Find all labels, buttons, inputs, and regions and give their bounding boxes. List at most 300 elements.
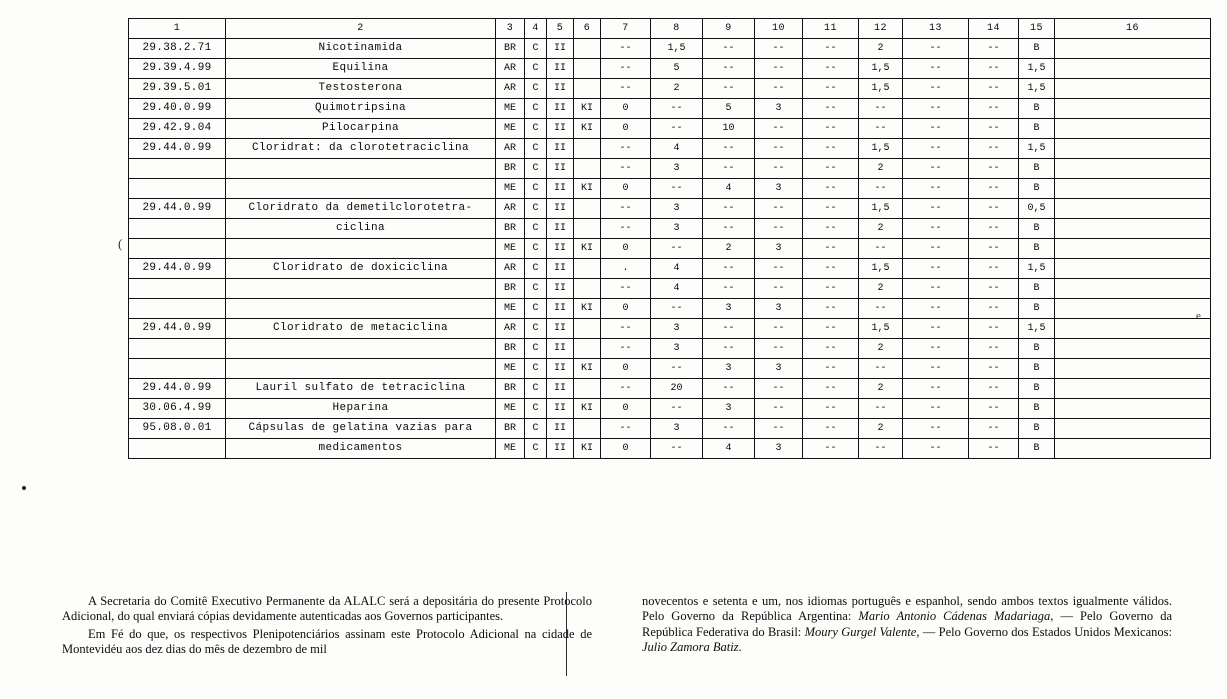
- cell-3: BR: [496, 219, 525, 239]
- cell-5: II: [547, 299, 574, 319]
- cell-6: [574, 379, 601, 399]
- cell-15: B: [1019, 159, 1055, 179]
- cell-7: --: [601, 79, 651, 99]
- cell-12: 2: [859, 39, 903, 59]
- cell-11: --: [803, 259, 859, 279]
- cell-16: [1055, 219, 1211, 239]
- cell-12: --: [859, 119, 903, 139]
- cell-9: 2: [703, 239, 755, 259]
- cell-6: KI: [574, 299, 601, 319]
- cell-16: [1055, 339, 1211, 359]
- cell-14: --: [969, 419, 1019, 439]
- cell-1: 29.39.4.99: [129, 59, 226, 79]
- cell-11: --: [803, 139, 859, 159]
- header-col-5: 5: [547, 19, 574, 39]
- cell-15: B: [1019, 339, 1055, 359]
- table-row: [129, 59, 1211, 79]
- cell-3: AR: [496, 79, 525, 99]
- cell-2: Quimotripsina: [226, 99, 496, 119]
- table-row: [129, 259, 1211, 279]
- cell-3: BR: [496, 419, 525, 439]
- cell-10: --: [755, 379, 803, 399]
- cell-2: Equilina: [226, 59, 496, 79]
- cell-14: --: [969, 359, 1019, 379]
- table-row: [129, 199, 1211, 219]
- cell-11: --: [803, 419, 859, 439]
- cell-1: [129, 359, 226, 379]
- cell-9: --: [703, 139, 755, 159]
- cell-5: II: [547, 399, 574, 419]
- cell-16: [1055, 39, 1211, 59]
- header-col-8: 8: [651, 19, 703, 39]
- cell-9: 4: [703, 179, 755, 199]
- cell-12: 2: [859, 379, 903, 399]
- cell-1: [129, 219, 226, 239]
- cell-10: --: [755, 279, 803, 299]
- cell-11: --: [803, 159, 859, 179]
- cell-13: --: [903, 439, 969, 459]
- cell-6: [574, 139, 601, 159]
- cell-16: [1055, 99, 1211, 119]
- cell-5: II: [547, 319, 574, 339]
- cell-10: --: [755, 259, 803, 279]
- cell-16: [1055, 379, 1211, 399]
- cell-12: 2: [859, 339, 903, 359]
- cell-6: KI: [574, 399, 601, 419]
- cell-7: .: [601, 259, 651, 279]
- footer-text: [62, 594, 1172, 690]
- cell-2: Lauril sulfato de tetraciclina: [226, 379, 496, 399]
- cell-1: [129, 439, 226, 459]
- table-body: [129, 39, 1211, 459]
- cell-8: 3: [651, 199, 703, 219]
- cell-3: BR: [496, 159, 525, 179]
- cell-7: 0: [601, 99, 651, 119]
- cell-5: II: [547, 379, 574, 399]
- header-col-6: 6: [574, 19, 601, 39]
- cell-15: 1,5: [1019, 79, 1055, 99]
- cell-11: --: [803, 99, 859, 119]
- cell-2: Cloridrato da demetilclorotetra-: [226, 199, 496, 219]
- cell-14: --: [969, 259, 1019, 279]
- cell-4: C: [525, 219, 547, 239]
- cell-15: 1,5: [1019, 139, 1055, 159]
- cell-7: 0: [601, 399, 651, 419]
- cell-11: --: [803, 339, 859, 359]
- cell-5: II: [547, 159, 574, 179]
- cell-12: 2: [859, 219, 903, 239]
- cell-2: [226, 359, 496, 379]
- cell-13: --: [903, 279, 969, 299]
- cell-8: 3: [651, 339, 703, 359]
- cell-15: B: [1019, 439, 1055, 459]
- cell-13: --: [903, 319, 969, 339]
- cell-11: --: [803, 359, 859, 379]
- cell-8: --: [651, 399, 703, 419]
- cell-13: --: [903, 199, 969, 219]
- cell-6: KI: [574, 99, 601, 119]
- cell-10: --: [755, 399, 803, 419]
- cell-3: ME: [496, 119, 525, 139]
- cell-4: C: [525, 299, 547, 319]
- table-row: [129, 319, 1211, 339]
- footer-text-d: .: [738, 639, 742, 654]
- cell-3: ME: [496, 239, 525, 259]
- cell-9: 3: [703, 299, 755, 319]
- cell-1: [129, 299, 226, 319]
- cell-12: 1,5: [859, 319, 903, 339]
- cell-3: AR: [496, 319, 525, 339]
- cell-1: 30.06.4.99: [129, 399, 226, 419]
- cell-8: --: [651, 119, 703, 139]
- cell-14: --: [969, 119, 1019, 139]
- cell-3: BR: [496, 279, 525, 299]
- cell-7: 0: [601, 239, 651, 259]
- cell-5: II: [547, 179, 574, 199]
- cell-11: --: [803, 219, 859, 239]
- cell-11: --: [803, 319, 859, 339]
- cell-14: --: [969, 139, 1019, 159]
- cell-16: [1055, 139, 1211, 159]
- cell-14: --: [969, 59, 1019, 79]
- cell-7: 0: [601, 359, 651, 379]
- cell-3: ME: [496, 439, 525, 459]
- cell-11: --: [803, 59, 859, 79]
- cell-8: --: [651, 439, 703, 459]
- concessions-table: [128, 18, 1211, 459]
- table-row: [129, 359, 1211, 379]
- cell-1: 29.40.0.99: [129, 99, 226, 119]
- cell-5: II: [547, 339, 574, 359]
- cell-8: 3: [651, 219, 703, 239]
- cell-6: [574, 39, 601, 59]
- cell-9: --: [703, 199, 755, 219]
- cell-15: B: [1019, 279, 1055, 299]
- cell-9: 5: [703, 99, 755, 119]
- cell-5: II: [547, 419, 574, 439]
- cell-8: 5: [651, 59, 703, 79]
- cell-7: 0: [601, 179, 651, 199]
- cell-8: 3: [651, 159, 703, 179]
- cell-9: 10: [703, 119, 755, 139]
- cell-16: [1055, 59, 1211, 79]
- cell-6: [574, 279, 601, 299]
- margin-dot-icon: [22, 486, 26, 490]
- cell-9: --: [703, 279, 755, 299]
- cell-6: [574, 159, 601, 179]
- cell-1: [129, 159, 226, 179]
- cell-10: --: [755, 319, 803, 339]
- cell-4: C: [525, 239, 547, 259]
- cell-4: C: [525, 159, 547, 179]
- signatory-argentina: Mario Antonio Cádenas Madariaga: [858, 609, 1051, 624]
- cell-2: Heparina: [226, 399, 496, 419]
- cell-8: 4: [651, 279, 703, 299]
- cell-16: [1055, 299, 1211, 319]
- cell-14: --: [969, 279, 1019, 299]
- table-row: [129, 299, 1211, 319]
- cell-15: 1,5: [1019, 259, 1055, 279]
- cell-9: --: [703, 419, 755, 439]
- signatory-brazil: Moury Gurgel Valente: [804, 624, 917, 639]
- cell-5: II: [547, 199, 574, 219]
- cell-2: [226, 159, 496, 179]
- cell-8: --: [651, 359, 703, 379]
- cell-14: --: [969, 179, 1019, 199]
- header-col-14: 14: [969, 19, 1019, 39]
- cell-4: C: [525, 339, 547, 359]
- cell-8: --: [651, 299, 703, 319]
- cell-14: --: [969, 39, 1019, 59]
- table-row: [129, 379, 1211, 399]
- cell-6: KI: [574, 239, 601, 259]
- cell-15: B: [1019, 99, 1055, 119]
- cell-13: --: [903, 359, 969, 379]
- cell-1: 29.39.5.01: [129, 79, 226, 99]
- cell-5: II: [547, 439, 574, 459]
- cell-9: --: [703, 259, 755, 279]
- header-col-4: 4: [525, 19, 547, 39]
- cell-13: --: [903, 99, 969, 119]
- cell-2: Cloridrato de metaciclina: [226, 319, 496, 339]
- cell-3: ME: [496, 399, 525, 419]
- cell-10: 3: [755, 239, 803, 259]
- cell-8: 4: [651, 259, 703, 279]
- cell-5: II: [547, 39, 574, 59]
- cell-1: 29.44.0.99: [129, 199, 226, 219]
- cell-11: --: [803, 199, 859, 219]
- header-col-7: 7: [601, 19, 651, 39]
- cell-16: [1055, 419, 1211, 439]
- cell-16: [1055, 199, 1211, 219]
- cell-7: --: [601, 39, 651, 59]
- cell-4: C: [525, 419, 547, 439]
- table-row: [129, 79, 1211, 99]
- cell-4: C: [525, 279, 547, 299]
- cell-14: --: [969, 79, 1019, 99]
- cell-1: [129, 279, 226, 299]
- cell-5: II: [547, 359, 574, 379]
- cell-3: BR: [496, 339, 525, 359]
- cell-7: --: [601, 199, 651, 219]
- cell-7: --: [601, 159, 651, 179]
- cell-7: --: [601, 279, 651, 299]
- cell-13: --: [903, 179, 969, 199]
- cell-14: --: [969, 439, 1019, 459]
- header-col-9: 9: [703, 19, 755, 39]
- cell-4: C: [525, 119, 547, 139]
- cell-1: [129, 339, 226, 359]
- cell-15: B: [1019, 379, 1055, 399]
- cell-9: --: [703, 59, 755, 79]
- cell-12: --: [859, 439, 903, 459]
- table-row: [129, 399, 1211, 419]
- cell-12: 1,5: [859, 259, 903, 279]
- cell-5: II: [547, 59, 574, 79]
- cell-6: [574, 219, 601, 239]
- cell-2: Cloridrat: da clorotetraciclina: [226, 139, 496, 159]
- cell-6: KI: [574, 439, 601, 459]
- cell-4: C: [525, 359, 547, 379]
- cell-8: 3: [651, 319, 703, 339]
- cell-15: B: [1019, 299, 1055, 319]
- cell-10: 3: [755, 359, 803, 379]
- header-col-13: 13: [903, 19, 969, 39]
- header-col-3: 3: [496, 19, 525, 39]
- cell-13: --: [903, 119, 969, 139]
- cell-13: --: [903, 59, 969, 79]
- cell-6: [574, 59, 601, 79]
- cell-4: C: [525, 179, 547, 199]
- table-row: [129, 339, 1211, 359]
- cell-9: --: [703, 379, 755, 399]
- cell-2: Pilocarpina: [226, 119, 496, 139]
- cell-8: 20: [651, 379, 703, 399]
- cell-2: [226, 299, 496, 319]
- header-col-1: 1: [129, 19, 226, 39]
- cell-14: --: [969, 99, 1019, 119]
- cell-2: medicamentos: [226, 439, 496, 459]
- header-col-15: 15: [1019, 19, 1055, 39]
- cell-11: --: [803, 39, 859, 59]
- cell-1: 29.44.0.99: [129, 379, 226, 399]
- cell-12: 2: [859, 159, 903, 179]
- cell-9: --: [703, 39, 755, 59]
- cell-2: Nicotinamida: [226, 39, 496, 59]
- cell-9: 4: [703, 439, 755, 459]
- cell-2: [226, 279, 496, 299]
- cell-10: --: [755, 159, 803, 179]
- cell-5: II: [547, 279, 574, 299]
- cell-13: --: [903, 239, 969, 259]
- cell-10: 3: [755, 439, 803, 459]
- table-row: [129, 219, 1211, 239]
- cell-13: --: [903, 259, 969, 279]
- cell-9: --: [703, 319, 755, 339]
- footer-paragraph-3: [642, 594, 1172, 655]
- cell-11: --: [803, 119, 859, 139]
- cell-3: AR: [496, 259, 525, 279]
- cell-12: 1,5: [859, 59, 903, 79]
- cell-12: --: [859, 299, 903, 319]
- cell-12: --: [859, 359, 903, 379]
- cell-12: 2: [859, 419, 903, 439]
- cell-1: 29.42.9.04: [129, 119, 226, 139]
- cell-15: B: [1019, 219, 1055, 239]
- table-row: [129, 239, 1211, 259]
- cell-5: II: [547, 259, 574, 279]
- cell-10: --: [755, 59, 803, 79]
- cell-16: [1055, 359, 1211, 379]
- cell-4: C: [525, 99, 547, 119]
- cell-12: 1,5: [859, 79, 903, 99]
- cell-3: BR: [496, 379, 525, 399]
- footer-text-b: , — Pelo Governo da República Federativa do Brasil:: [642, 609, 1172, 639]
- cell-13: --: [903, 299, 969, 319]
- cell-6: [574, 339, 601, 359]
- signatory-mexico: Julio Zamora Batiz: [642, 639, 739, 654]
- cell-9: --: [703, 159, 755, 179]
- cell-8: --: [651, 239, 703, 259]
- cell-16: [1055, 79, 1211, 99]
- cell-13: --: [903, 219, 969, 239]
- cell-11: --: [803, 179, 859, 199]
- cell-8: 2: [651, 79, 703, 99]
- cell-5: II: [547, 119, 574, 139]
- cell-10: --: [755, 199, 803, 219]
- table-row: [129, 39, 1211, 59]
- cell-4: C: [525, 59, 547, 79]
- cell-12: 1,5: [859, 199, 903, 219]
- cell-8: 1,5: [651, 39, 703, 59]
- cell-7: --: [601, 419, 651, 439]
- cell-11: --: [803, 239, 859, 259]
- cell-8: --: [651, 99, 703, 119]
- cell-9: --: [703, 79, 755, 99]
- cell-16: [1055, 119, 1211, 139]
- left-margin-mark: (: [118, 236, 123, 251]
- cell-11: --: [803, 79, 859, 99]
- cell-10: --: [755, 39, 803, 59]
- cell-3: AR: [496, 139, 525, 159]
- cell-7: --: [601, 139, 651, 159]
- cell-15: B: [1019, 179, 1055, 199]
- cell-4: C: [525, 439, 547, 459]
- cell-6: [574, 79, 601, 99]
- table-row: [129, 119, 1211, 139]
- table-row: [129, 419, 1211, 439]
- cell-3: AR: [496, 59, 525, 79]
- cell-10: --: [755, 139, 803, 159]
- cell-3: ME: [496, 359, 525, 379]
- table-header-row: [129, 19, 1211, 39]
- table-row: [129, 179, 1211, 199]
- cell-6: KI: [574, 119, 601, 139]
- cell-2: [226, 179, 496, 199]
- cell-2: Cloridrato de doxiciclina: [226, 259, 496, 279]
- cell-4: C: [525, 39, 547, 59]
- cell-2: [226, 239, 496, 259]
- cell-4: C: [525, 399, 547, 419]
- cell-6: KI: [574, 359, 601, 379]
- cell-11: --: [803, 299, 859, 319]
- cell-13: --: [903, 339, 969, 359]
- cell-7: 0: [601, 439, 651, 459]
- cell-6: [574, 319, 601, 339]
- cell-14: --: [969, 379, 1019, 399]
- cell-14: --: [969, 199, 1019, 219]
- table-row: [129, 439, 1211, 459]
- cell-15: B: [1019, 359, 1055, 379]
- cell-10: 3: [755, 179, 803, 199]
- cell-1: 29.38.2.71: [129, 39, 226, 59]
- cell-15: B: [1019, 399, 1055, 419]
- cell-5: II: [547, 219, 574, 239]
- cell-16: [1055, 159, 1211, 179]
- cell-4: C: [525, 199, 547, 219]
- header-col-10: 10: [755, 19, 803, 39]
- table-row: [129, 99, 1211, 119]
- cell-1: [129, 239, 226, 259]
- cell-4: C: [525, 379, 547, 399]
- cell-13: --: [903, 419, 969, 439]
- cell-15: 0,5: [1019, 199, 1055, 219]
- cell-9: --: [703, 339, 755, 359]
- cell-16: [1055, 239, 1211, 259]
- cell-12: --: [859, 239, 903, 259]
- cell-14: --: [969, 299, 1019, 319]
- cell-2: [226, 339, 496, 359]
